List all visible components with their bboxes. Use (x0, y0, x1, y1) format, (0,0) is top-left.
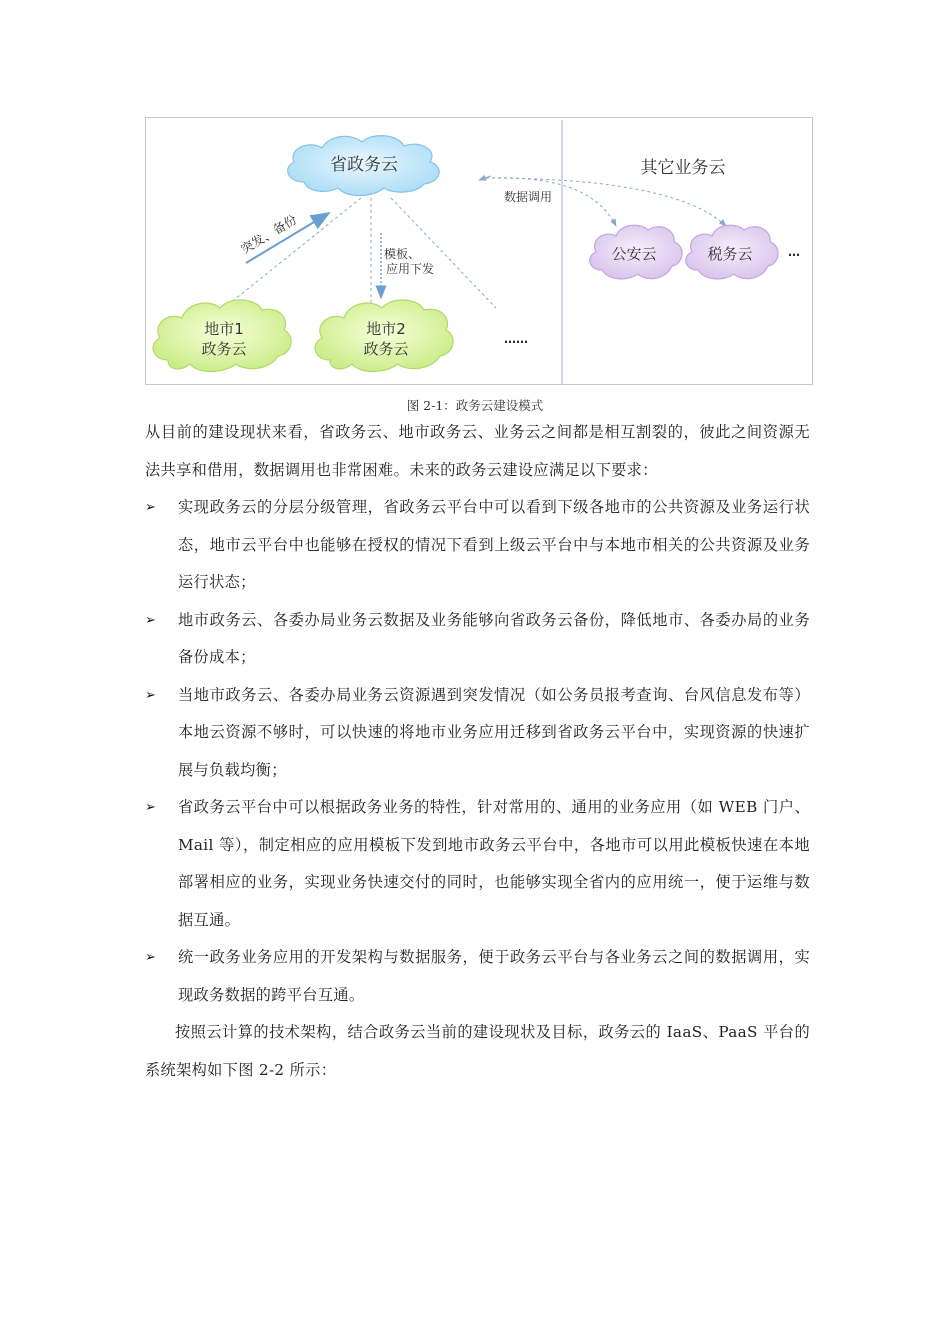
bullet-text: 当地市政务云、各委办局业务云资源遇到突发情况（如公务员报考查询、台风信息发布等）本地云资源不够时，可以快速的将地市业务应用迁移到省政务云平台中，实现资源的快速扩展与负载均衡； (178, 685, 810, 779)
province-cloud (288, 136, 440, 196)
burst-backup-label: 突发、备份 (238, 211, 300, 257)
bullet-arrow-icon: ➢ (145, 950, 157, 965)
other-more: … (788, 245, 800, 259)
list-item (145, 602, 810, 677)
template-label-1: 模板、 (383, 247, 421, 261)
bullet-arrow-icon: ➢ (145, 612, 157, 628)
city1-line1: 地市1 (204, 320, 244, 338)
bullet-text: 省政务云平台中可以根据政务业务的特性，针对常用的、通用的业务应用（如 WEB 门户、Mail 等），制定相应的应用模板下发到地市政务云平台中，各地市可以用此模板快速在本地部署相应的业务，实现业务快速交付的同时，也能够实现全省内的应用统一，便于运维与数据互通。 (178, 798, 810, 929)
bullet-arrow-icon: ➢ (145, 500, 157, 515)
bullet-arrow-icon: ➢ (145, 687, 157, 703)
police-cloud-label: 公安云 (611, 245, 657, 263)
city2-cloud (315, 300, 453, 372)
tax-cloud-label: 税务云 (707, 245, 753, 263)
list-item (145, 939, 810, 1014)
template-label-2: 应用下发 (385, 262, 435, 276)
data-call-label: 数据调用 (503, 190, 553, 204)
tax-cloud (686, 225, 778, 279)
other-clouds-title: 其它业务云 (640, 158, 726, 178)
city2-line1: 地市2 (366, 320, 406, 338)
province-cloud-label: 省政务云 (330, 155, 398, 175)
figure-gov-cloud-model (145, 117, 813, 385)
figure-caption: 图 2-1：政务云建设模式 (406, 398, 544, 413)
intro-paragraph: 从目前的建设现状来看，省政务云、地市政务云、业务云之间都是相互割裂的，彼此之间资源无法共享和借用，数据调用也非常困难。未来的政务云建设应满足以下要求： (145, 423, 810, 479)
police-cloud (590, 225, 682, 279)
bullet-text: 统一政务业务应用的开发架构与数据服务，便于政务云平台与各业务云之间的数据调用，实现政务数据的跨平台互通。 (178, 948, 810, 1004)
body-text (145, 414, 810, 1089)
diagram (146, 118, 814, 386)
city2-line2: 政务云 (363, 340, 409, 358)
city1-line2: 政务云 (201, 340, 247, 358)
bullet-text: 地市政务云、各委办局业务云数据及业务能够向省政务云备份，降低地市、各委办局的业务备份成本； (178, 610, 810, 666)
closing-paragraph: 按照云计算的技术架构，结合政务云当前的建设现状及目标，政务云的 IaaS、PaaS 平台的系统架构如下图 2-2 所示： (145, 1023, 810, 1079)
bullet-arrow-icon: ➢ (145, 800, 157, 815)
city1-cloud (153, 300, 291, 372)
list-item (145, 789, 810, 939)
city-more: …… (504, 332, 528, 346)
list-item (145, 677, 810, 790)
bullet-text: 实现政务云的分层分级管理，省政务云平台中可以看到下级各地市的公共资源及业务运行状态，地市云平台中也能够在授权的情况下看到上级云平台中与本地市相关的公共资源及业务运行状态； (178, 498, 810, 591)
list-item (145, 489, 810, 602)
